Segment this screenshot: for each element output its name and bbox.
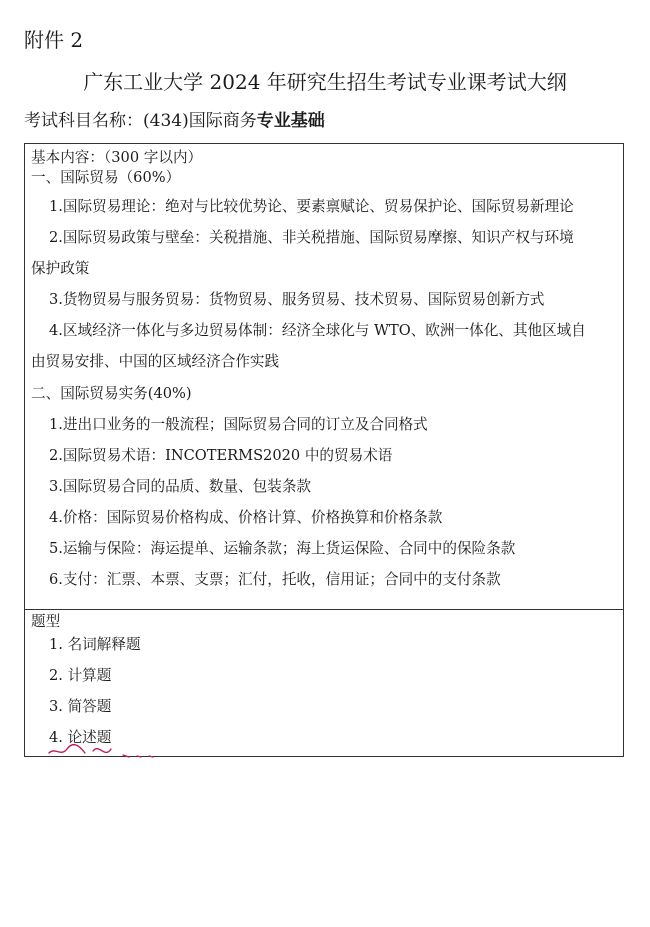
question-type-3: 3. 简答题 — [49, 698, 112, 715]
annex-label: 附件 2 — [24, 28, 84, 52]
section-2-title: 二、国际贸易实务(40%) — [31, 385, 192, 402]
section-2-item-1: 1.进出口业务的一般流程；国际贸易合同的订立及合同格式 — [49, 416, 428, 433]
subject-suffix: 专业基础 — [256, 111, 325, 131]
subject-prefix: 考试科目名称：(434)国际商务 — [24, 111, 257, 131]
section-1-item-4-cont: 由贸易安排、中国的区域经济合作实践 — [31, 353, 280, 370]
section-2-item-2: 2.国际贸易术语：INCOTERMS2020 中的贸易术语 — [49, 447, 393, 464]
section-2-item-4: 4.价格：国际贸易价格构成、价格计算、价格换算和价格条款 — [49, 509, 443, 526]
section-1-item-2: 2.国际贸易政策与壁垒：关税措施、非关税措施、国际贸易摩擦、知识产权与环境 — [49, 229, 574, 246]
handwritten-signature-icon — [45, 739, 175, 763]
section-2-item-6: 6.支付：汇票、本票、支票；汇付，托收，信用证；合同中的支付条款 — [49, 571, 501, 588]
syllabus-table — [24, 143, 624, 757]
content-heading: 基本内容：（300 字以内） — [31, 149, 203, 166]
question-type-2: 2. 计算题 — [49, 667, 112, 684]
section-divider — [25, 609, 623, 610]
section-1-item-3: 3.货物贸易与服务贸易：货物贸易、服务贸易、技术贸易、国际贸易创新方式 — [49, 291, 545, 308]
question-type-4: 4. 论述题 — [49, 729, 112, 746]
section-1-item-2-cont: 保护政策 — [31, 260, 90, 277]
subject-name — [24, 106, 325, 131]
section-1-title: 一、国际贸易（60%） — [31, 169, 181, 186]
section-2-item-3: 3.国际贸易合同的品质、数量、包装条款 — [49, 478, 312, 495]
section-1-item-4: 4.区域经济一体化与多边贸易体制：经济全球化与 WTO、欧洲一体化、其他区域自 — [49, 322, 586, 339]
question-type-1: 1. 名词解释题 — [49, 636, 141, 653]
section-2-item-5: 5.运输与保险：海运提单、运输条款；海上货运保险、合同中的保险条款 — [49, 540, 516, 557]
question-types-title: 题型 — [31, 613, 61, 630]
document-title: 广东工业大学 2024 年研究生招生考试专业课考试大纲 — [83, 70, 567, 94]
section-1-item-1: 1.国际贸易理论：绝对与比较优势论、要素禀赋论、贸易保护论、国际贸易新理论 — [49, 198, 574, 215]
